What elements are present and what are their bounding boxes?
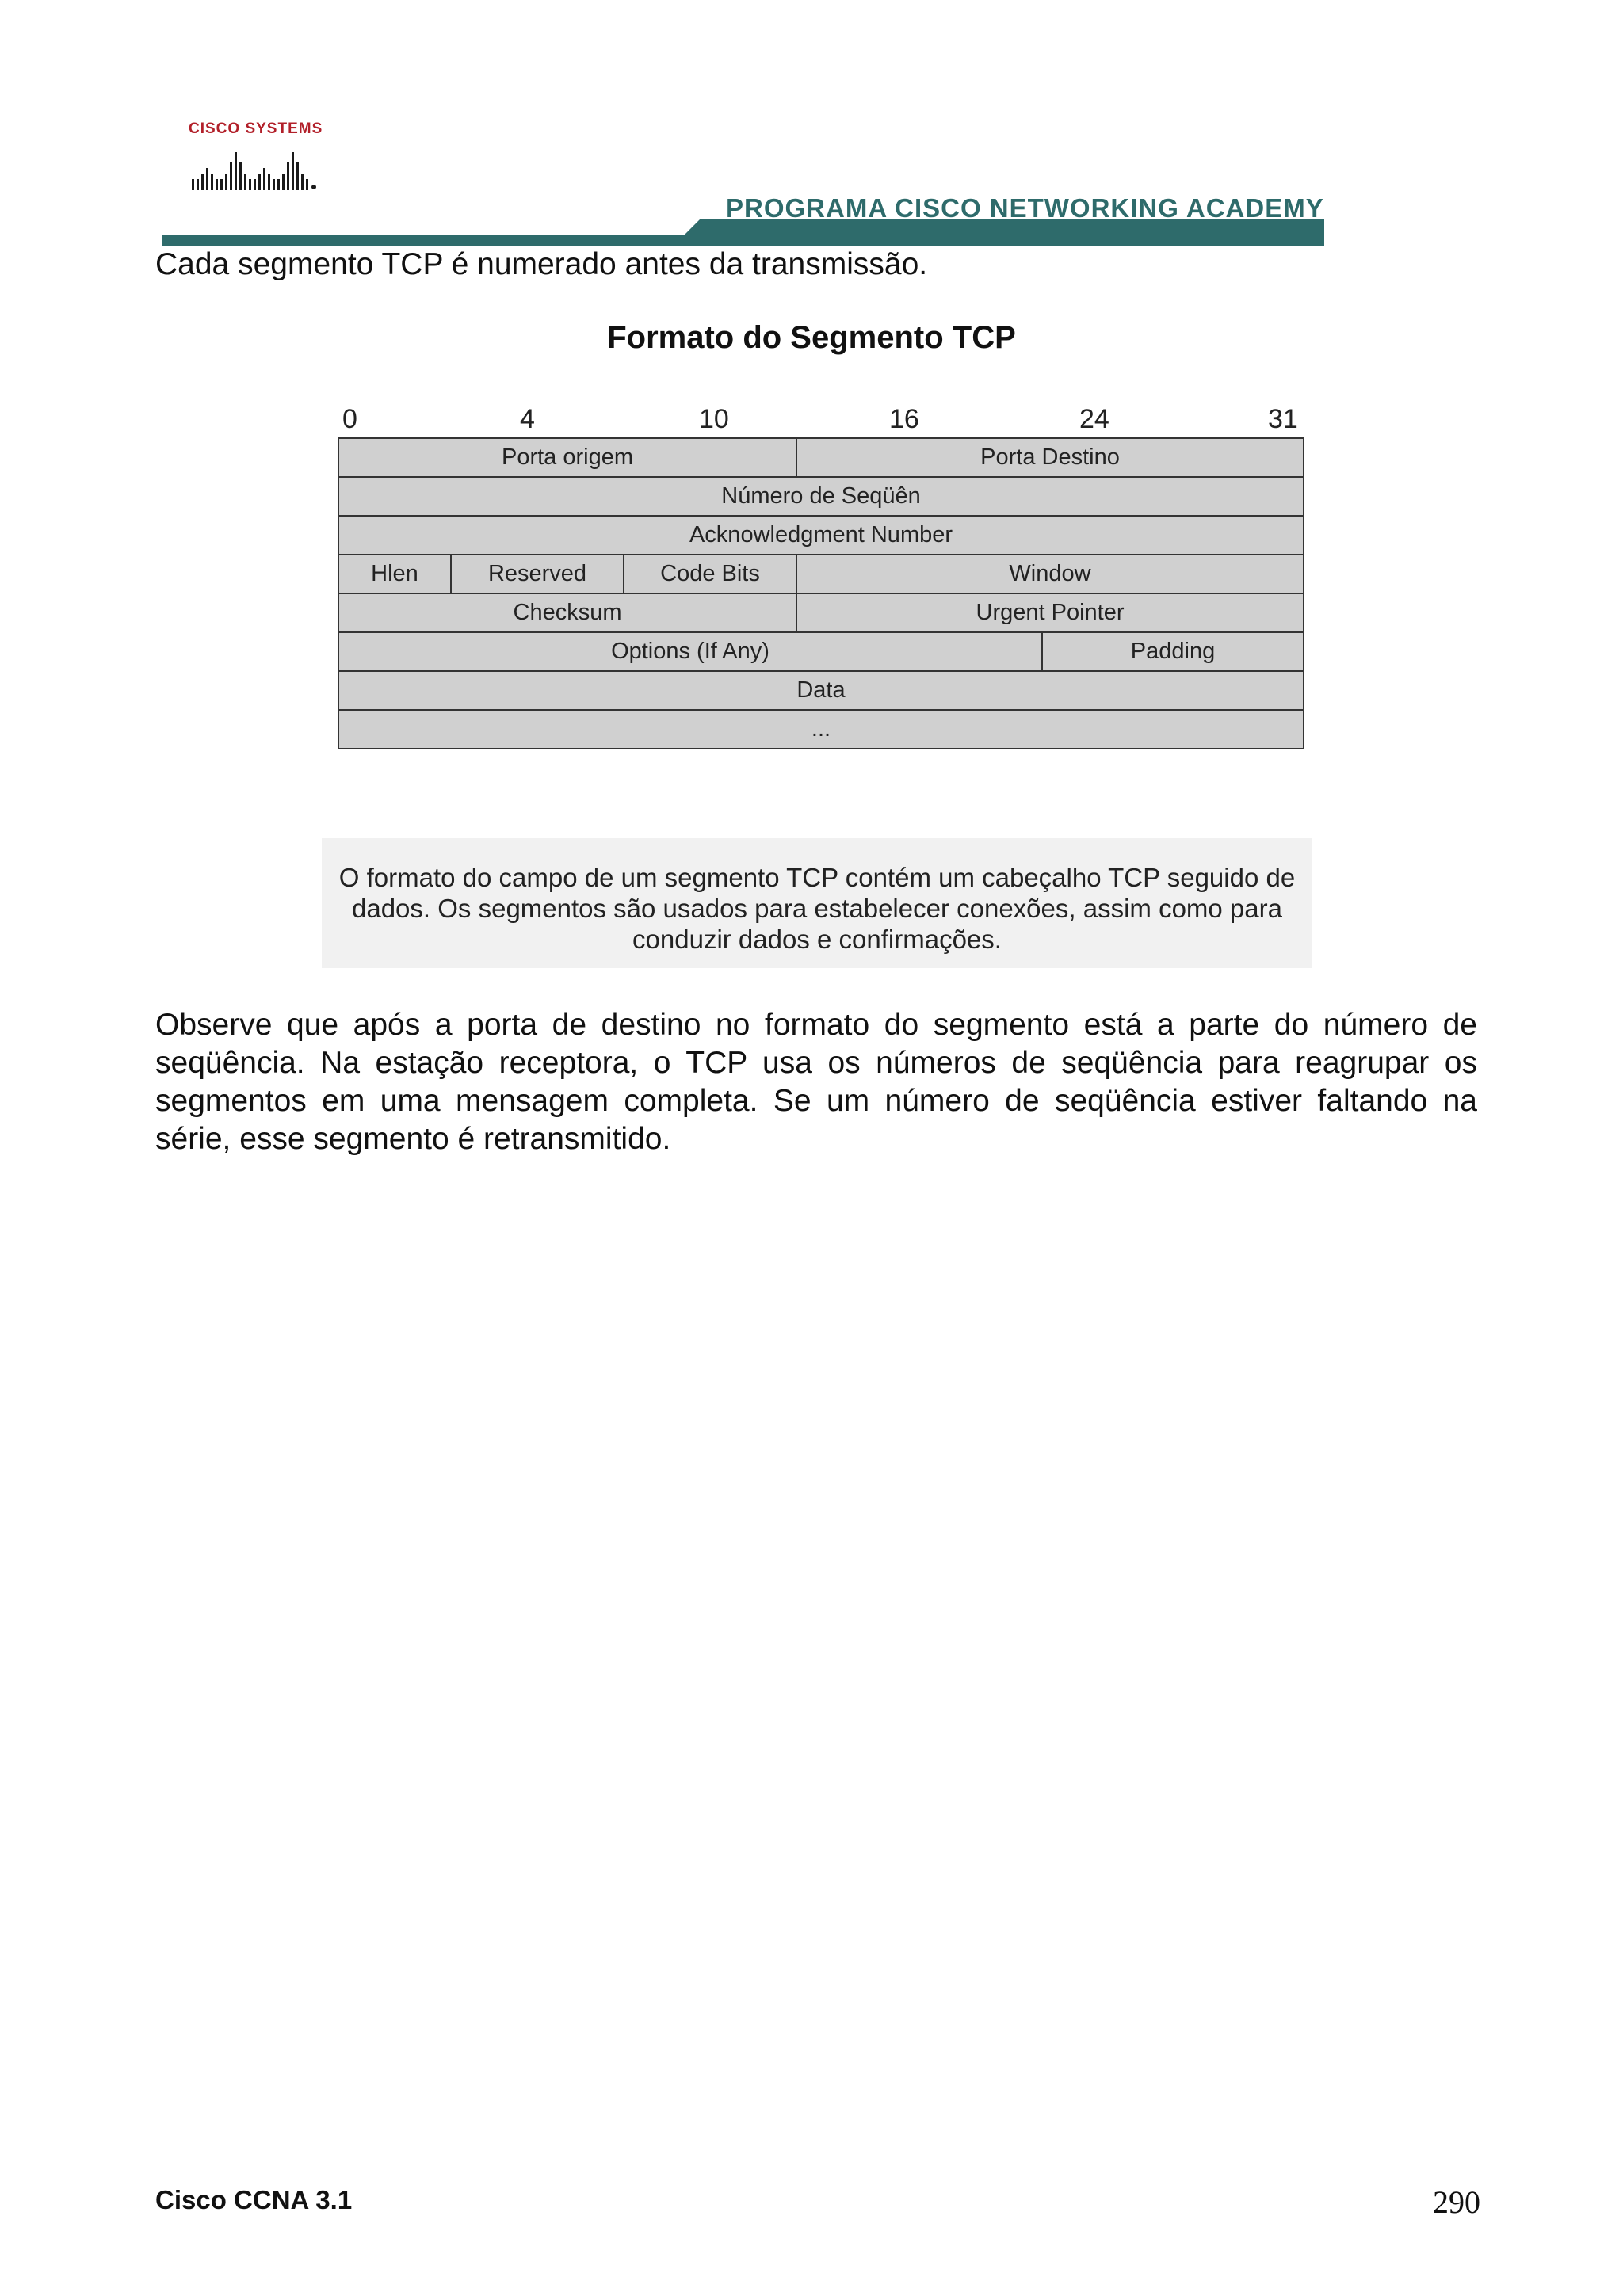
field-window: Window (796, 555, 1303, 593)
body-paragraph: Observe que após a porta de destino no formato do segmento está a parte do número de seqüência. Na estação receptora, o TCP usa os números de seqüência para reagrupar os segmentos em uma mensagem completa. Se um número de seqüência estiver faltando na série, esse segmento é retransmitido. (155, 1008, 1477, 1156)
field-code-bits: Code Bits (623, 555, 796, 593)
segment-row (339, 476, 1303, 515)
field-acknowledgment-number: Acknowledgment Number (689, 522, 953, 547)
bit-label: 24 (1079, 404, 1109, 434)
field-sequence-number: Número de Seqüên (721, 483, 921, 509)
figure-caption: O formato do campo de um segmento TCP contém um cabeçalho TCP seguido de dados. Os segmentos são usados para estabelecer conexões, assim como para conduzir dados e confirmações. (338, 863, 1296, 954)
field-hlen: Hlen (371, 561, 418, 586)
field-data: Data (796, 677, 846, 703)
cisco-logo (189, 120, 322, 193)
segment-row (339, 670, 1303, 709)
field-destination-port: Porta Destino (796, 439, 1303, 476)
field-checksum: Checksum (513, 600, 622, 625)
segment-row (339, 515, 1303, 554)
bit-label: 4 (520, 404, 535, 434)
field-source-port: Porta origem (501, 444, 633, 470)
intro-text: Cada segmento TCP é numerado antes da transmissão. (155, 247, 928, 281)
field-ellipsis: ... (811, 716, 831, 742)
figure-title: Formato do Segmento TCP (607, 320, 1016, 355)
academy-title: PROGRAMA CISCO NETWORKING ACADEMY (726, 193, 1324, 223)
segment-row (339, 554, 1303, 593)
segment-row (339, 439, 1303, 476)
tcp-segment-diagram (338, 437, 1304, 749)
page-number: 290 (1433, 2184, 1480, 2220)
segment-row (339, 593, 1303, 631)
cisco-logo-text: CISCO SYSTEMS (189, 120, 323, 137)
bit-label: 16 (889, 404, 919, 434)
bit-label: 10 (699, 404, 729, 434)
segment-row (339, 631, 1303, 670)
field-options: Options (If Any) (611, 639, 769, 664)
bit-label: 31 (1268, 404, 1298, 434)
segment-row (339, 709, 1303, 748)
bit-label: 0 (342, 404, 357, 434)
field-padding: Padding (1041, 633, 1303, 670)
field-reserved: Reserved (450, 555, 623, 593)
footer-title: Cisco CCNA 3.1 (155, 2185, 353, 2214)
field-urgent-pointer: Urgent Pointer (796, 594, 1303, 631)
